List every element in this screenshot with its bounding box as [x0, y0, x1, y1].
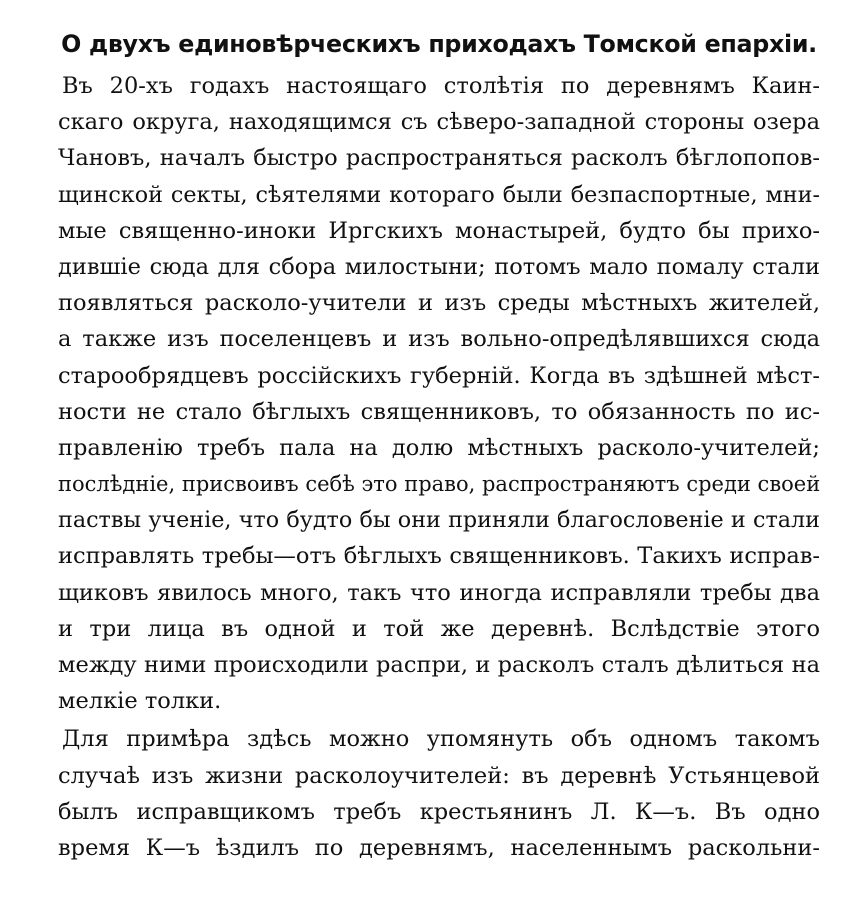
text-line: щиковъ явилось много, такъ что иногда исправляли требы два: [58, 579, 820, 606]
text-line: мелкіе толки.: [58, 688, 222, 715]
text-line: время К—ъ ѣздилъ по деревнямъ, населеннымъ раскольни-: [58, 834, 820, 861]
text-line: дившіе сюда для сбора милостыни; потомъ мало помалу стали: [58, 253, 820, 280]
text-line: мые священно-иноки Иргскихъ монастырей, будто бы прихо-: [58, 217, 820, 244]
text-line: Чановъ, началъ быстро распространяться расколъ бѣглопопов-: [58, 145, 820, 172]
text-line: послѣдніе, присвоивъ себѣ это право, распространяютъ среди своей: [58, 472, 820, 497]
text-line: исправлять требы—отъ бѣглыхъ священниковъ. Такихъ исправ-: [58, 543, 820, 570]
text-line: былъ исправщикомъ требъ крестьянинъ Л. К—ъ. Въ одно: [58, 798, 820, 825]
text-line: случаѣ изъ жизни расколоучителей: въ деревнѣ Устьянцевой: [58, 762, 820, 789]
text-line: паствы ученіе, что будто бы они приняли благословеніе и стали: [58, 507, 820, 534]
text-line: правленію требъ пала на долю мѣстныхъ расколо-учителей;: [58, 434, 820, 461]
text-line: и три лица въ одной и той же деревнѣ. Вслѣдствіе этого: [58, 615, 820, 642]
text-line: Въ 20-хъ годахъ настоящаго столѣтія по деревнямъ Каин-: [62, 73, 820, 99]
text-line: Для примѣра здѣсь можно упомянуть объ одномъ такомъ: [62, 726, 820, 753]
article-title: О двухъ единовѣрческихъ приходахъ Томской епархіи.: [61, 30, 817, 58]
paragraph-2: [58, 721, 820, 866]
text-line: между ними происходили распри, и расколъ сталъ дѣлиться на: [58, 652, 820, 678]
text-line: скаго округа, находящимся съ сѣверо-западной стороны озера: [58, 109, 820, 136]
text-line: а также изъ поселенцевъ и изъ вольно-опредѣлявшихся сюда: [58, 326, 820, 353]
text-line: старообрядцевъ россійскихъ губерній. Когда въ здѣшней мѣст-: [58, 362, 820, 389]
text-line: щинской секты, сѣятелями котораго были безпаспортные, мни-: [58, 181, 820, 208]
paragraph-1: [58, 68, 820, 719]
text-line: появляться расколо-учители и изъ среды мѣстныхъ жителей,: [58, 290, 820, 317]
text-line: ности не стало бѣглыхъ священниковъ, то обязанность по ис-: [58, 398, 820, 425]
document-page: [58, 24, 820, 866]
